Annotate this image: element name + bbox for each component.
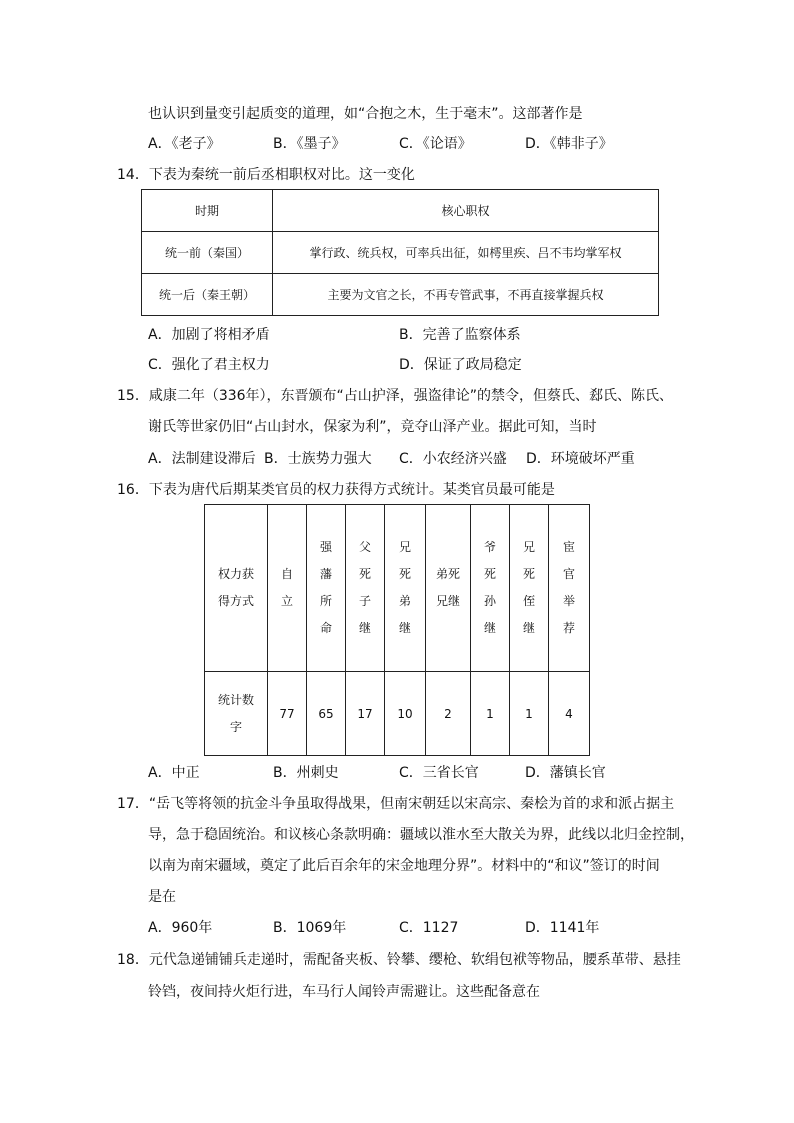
q16-option-c[interactable]: C．三省长官 — [399, 765, 479, 781]
q13-option-d[interactable]: D．《韩非子》 — [525, 136, 613, 152]
q16-row-header-method: 权力获 得方式 — [205, 505, 268, 672]
q14-option-c[interactable]: C．强化了君主权力 — [148, 357, 270, 373]
q16-table — [204, 504, 590, 756]
q14-option-d[interactable]: D．保证了政局稳定 — [399, 357, 522, 373]
q16-col-eunuch: 宦 官 举 荐 — [549, 505, 590, 672]
q16-col-younger-elder: 弟死 兄继 — [426, 505, 471, 672]
q16-value-father-son: 17 — [346, 672, 385, 756]
q16-col-grandfather-grandson: 爷 死 孙 继 — [471, 505, 510, 672]
q13-option-c[interactable]: C．《论语》 — [399, 136, 472, 152]
q16-value-brother-younger: 10 — [385, 672, 426, 756]
q16-value-self: 77 — [268, 672, 307, 756]
q14-row2-period: 统一后（秦王朝） — [142, 274, 273, 316]
q14-row1-period: 统一前（秦国） — [142, 232, 273, 274]
q15-stem-line1: 15．咸康二年（336年），东晋颁布“占山护泽，强盗律论”的禁令，但蔡氏、郄氏、陈氏、 — [117, 388, 674, 404]
q16-value-fanzhen: 65 — [307, 672, 346, 756]
q16-col-fanzhen: 强 藩 所 命 — [307, 505, 346, 672]
q16-row-header-stats: 统计数 字 — [205, 672, 268, 756]
q15-option-a[interactable]: A．法制建设滞后 — [148, 451, 256, 467]
q14-header-period: 时期 — [142, 190, 273, 232]
q17-option-b[interactable]: B．1069年 — [273, 920, 347, 936]
q16-value-grandfather-grandson: 1 — [471, 672, 510, 756]
q16-value-eunuch: 4 — [549, 672, 590, 756]
q16-option-a[interactable]: A．中正 — [148, 765, 200, 781]
q16-col-uncle-nephew: 兄 死 侄 继 — [510, 505, 549, 672]
q17-option-d[interactable]: D．1141年 — [525, 920, 600, 936]
q14-stem: 14．下表为秦统一前后丞相职权对比。这一变化 — [117, 167, 415, 183]
q15-option-c[interactable]: C．小农经济兴盛 — [399, 451, 507, 467]
q17-stem-line3: 以南为南宋疆域，奠定了此后百余年的宋金地理分界”。材料中的“和议”签订的时间 — [148, 858, 660, 874]
q17-option-a[interactable]: A．960年 — [148, 920, 213, 936]
q17-stem-line2: 导，急于稳固统治。和议核心条款明确：疆域以淮水至大散关为界，此线以北归金控制， — [148, 827, 694, 843]
q14-option-a[interactable]: A．加剧了将相矛盾 — [148, 327, 270, 343]
q16-col-self: 自 立 — [268, 505, 307, 672]
q14-row1-duty: 掌行政、统兵权，可率兵出征，如樗里疾、吕不韦均掌军权 — [273, 232, 659, 274]
q14-table — [141, 189, 659, 316]
q13-option-b[interactable]: B．《墨子》 — [273, 136, 346, 152]
q16-option-b[interactable]: B．州刺史 — [273, 765, 339, 781]
q16-option-d[interactable]: D．藩镇长官 — [525, 765, 606, 781]
q17-stem-line4: 是在 — [148, 889, 176, 905]
q16-col-brother-younger: 兄 死 弟 继 — [385, 505, 426, 672]
q15-option-d[interactable]: D．环境破坏严重 — [526, 451, 635, 467]
q14-header-duty: 核心职权 — [273, 190, 659, 232]
q15-stem-line2: 谢氏等世家仍旧“占山封水，保家为利”，竞夺山泽产业。据此可知，当时 — [148, 419, 597, 435]
q17-stem-line1: 17．“岳飞等将领的抗金斗争虽取得战果，但南宋朝廷以宋高宗、秦桧为首的求和派占据主 — [117, 796, 675, 812]
q17-option-c[interactable]: C．1127 — [399, 920, 459, 936]
q13-stem-line: 也认识到量变引起质变的道理，如“合抱之木，生于毫末”。这部著作是 — [148, 106, 583, 122]
q14-option-b[interactable]: B．完善了监察体系 — [399, 327, 521, 343]
q14-row2-duty: 主要为文官之长，不再专管武事，不再直接掌握兵权 — [273, 274, 659, 316]
q18-stem-line1: 18．元代急递铺铺兵走递时，需配备夹板、铃攀、缨枪、软绢包袱等物品，腰系革带、悬挂 — [117, 952, 681, 968]
q16-stem: 16．下表为唐代后期某类官员的权力获得方式统计。某类官员最可能是 — [117, 482, 555, 498]
q15-option-b[interactable]: B．士族势力强大 — [264, 451, 372, 467]
q16-col-father-son: 父 死 子 继 — [346, 505, 385, 672]
q18-stem-line2: 铃铛，夜间持火炬行进，车马行人闻铃声需避让。这些配备意在 — [148, 984, 540, 1000]
q13-option-a[interactable]: A．《老子》 — [148, 136, 221, 152]
q16-value-younger-elder: 2 — [426, 672, 471, 756]
q16-value-uncle-nephew: 1 — [510, 672, 549, 756]
